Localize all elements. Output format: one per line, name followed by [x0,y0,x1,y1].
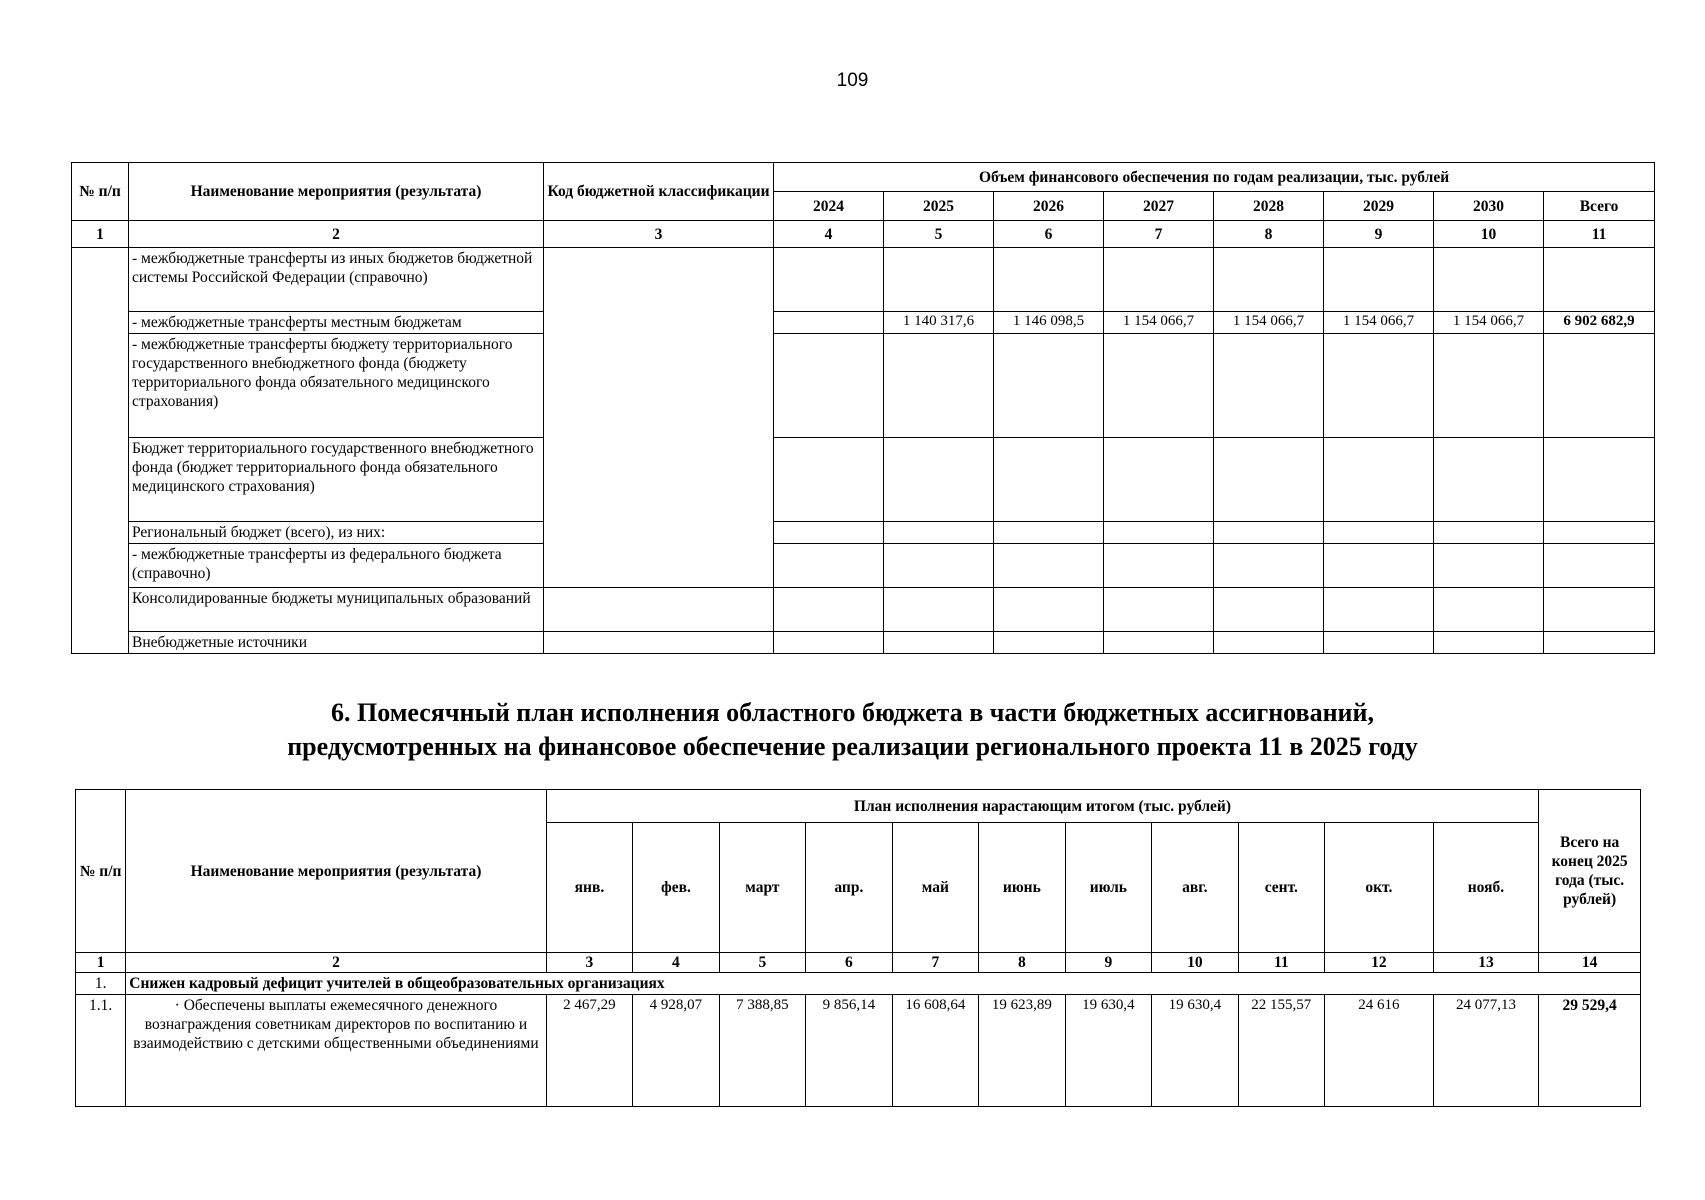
total-value: 29 529,4 [1539,995,1641,1107]
month-value: 19 630,4 [1065,995,1151,1107]
year-value: 1 146 098,5 [994,312,1104,334]
budget-code-cell [544,632,774,654]
month-header: окт. [1325,823,1434,953]
column-number: 2 [129,221,544,248]
month-value: 19 623,89 [979,995,1065,1107]
year-value [1104,544,1214,588]
row-name: Региональный бюджет (всего), из них: [129,522,544,544]
year-value [1434,248,1544,312]
month-header: сент. [1238,823,1324,953]
year-value [1324,438,1434,522]
month-header: июнь [979,823,1065,953]
year-value [994,522,1104,544]
year-value [1214,438,1324,522]
year-value [774,248,884,312]
total-value [1544,544,1655,588]
column-number: 8 [979,953,1065,973]
table-row [76,995,1641,1107]
month-header: июль [1065,823,1151,953]
month-header: май [892,823,978,953]
year-header: 2026 [994,192,1104,221]
total-value [1544,438,1655,522]
table-row [72,544,1655,588]
year-value [994,544,1104,588]
year-value [774,522,884,544]
year-value [1214,632,1324,654]
year-value [1434,438,1544,522]
year-value [1104,522,1214,544]
header-total: Всего на конец 2025 года (тыс. рублей) [1539,790,1641,953]
total-value [1544,248,1655,312]
year-value [774,632,884,654]
year-value [994,588,1104,632]
year-value [1214,544,1324,588]
header-name: Наименование мероприятия (результата) [126,790,546,953]
table-row [72,438,1655,522]
row-name: Внебюджетные источники [129,632,544,654]
total-value [1544,588,1655,632]
row-number-cell [72,248,129,654]
row-name: - межбюджетные трансферты из иных бюджетов бюджетной системы Российской Федерации (справочно) [129,248,544,312]
section-row-num: 1. [76,973,126,995]
table-row [72,522,1655,544]
year-value [1434,544,1544,588]
month-value: 16 608,64 [892,995,978,1107]
column-number: 4 [774,221,884,248]
year-value [774,312,884,334]
header-num: № п/п [76,790,126,953]
column-number: 10 [1434,221,1544,248]
column-number: 5 [719,953,805,973]
month-header: янв. [546,823,632,953]
budget-code-cell [544,588,774,632]
year-value [994,632,1104,654]
column-number: 3 [546,953,632,973]
month-header: авг. [1152,823,1238,953]
year-header: 2030 [1434,192,1544,221]
monthly-plan-table [75,789,1641,1107]
column-number: 12 [1325,953,1434,973]
year-value [1434,334,1544,438]
total-value [1544,334,1655,438]
year-value [994,248,1104,312]
year-value [884,438,994,522]
year-value [1324,544,1434,588]
header-num: № п/п [72,163,129,221]
header-code: Код бюджетной классификации [544,163,774,221]
year-value [1104,248,1214,312]
month-value: 24 616 [1325,995,1434,1107]
month-value: 7 388,85 [719,995,805,1107]
column-number: 2 [126,953,546,973]
section-heading-line2: предусмотренных на финансовое обеспечение реализации регионального проекта 11 в 2025 году [287,732,1418,761]
column-number: 10 [1152,953,1238,973]
column-number: 1 [76,953,126,973]
month-header: нояб. [1433,823,1539,953]
year-value [1324,334,1434,438]
month-header: апр. [806,823,892,953]
column-number: 11 [1544,221,1655,248]
year-value: 1 154 066,7 [1104,312,1214,334]
month-value: 9 856,14 [806,995,892,1107]
column-number: 6 [806,953,892,973]
year-value [1434,522,1544,544]
year-value [1324,248,1434,312]
year-value: 1 154 066,7 [1324,312,1434,334]
year-value [1214,522,1324,544]
section-row-name: Снижен кадровый дефицит учителей в общеобразовательных организациях [126,973,1641,995]
row-name: · Обеспечены выплаты ежемесячного денежного вознаграждения советникам директоров по воспитанию и взаимодействию с детскими общественными объединениями [126,995,546,1107]
month-value: 2 467,29 [546,995,632,1107]
total-value [1544,632,1655,654]
section-heading [0,696,1705,764]
year-value [1104,334,1214,438]
year-header: 2025 [884,192,994,221]
column-number: 7 [892,953,978,973]
table-row [72,248,1655,312]
table-row [72,588,1655,632]
column-number: 14 [1539,953,1641,973]
year-value [774,334,884,438]
year-value [1104,438,1214,522]
row-name: - межбюджетные трансферты бюджету территориального государственного внебюджетного фонда (бюджету территориального фонда обязательного медицинского страхования) [129,334,544,438]
year-value [884,588,994,632]
year-value [884,632,994,654]
year-header: 2028 [1214,192,1324,221]
header-plan: План исполнения нарастающим итогом (тыс. рублей) [546,790,1539,823]
header-name: Наименование мероприятия (результата) [129,163,544,221]
column-number: 1 [72,221,129,248]
year-value: 1 140 317,6 [884,312,994,334]
year-value [1214,248,1324,312]
year-value [1324,522,1434,544]
row-name: Консолидированные бюджеты муниципальных образований [129,588,544,632]
year-value: 1 154 066,7 [1214,312,1324,334]
year-value [884,334,994,438]
table-row [72,334,1655,438]
row-name: - межбюджетные трансферты из федерального бюджета (справочно) [129,544,544,588]
row-name: Бюджет территориального государственного внебюджетного фонда (бюджет территориального фонда обязательного медицинского страхования) [129,438,544,522]
year-value [1434,588,1544,632]
year-value [994,334,1104,438]
year-header: 2029 [1324,192,1434,221]
year-value [774,544,884,588]
year-value [994,438,1104,522]
column-number: 11 [1238,953,1324,973]
year-value [1104,588,1214,632]
column-number: 3 [544,221,774,248]
year-value [1104,632,1214,654]
financing-table [71,162,1655,654]
budget-code-cell [544,248,774,588]
year-value [1214,588,1324,632]
month-value: 19 630,4 [1152,995,1238,1107]
column-number: 4 [633,953,719,973]
column-number: 7 [1104,221,1214,248]
month-value: 22 155,57 [1238,995,1324,1107]
year-value [884,522,994,544]
page-number: 109 [836,70,869,91]
column-number: 9 [1065,953,1151,973]
total-value: 6 902 682,9 [1544,312,1655,334]
year-value [1324,632,1434,654]
column-number: 13 [1433,953,1539,973]
year-value [774,438,884,522]
year-header: Всего [1544,192,1655,221]
month-value: 4 928,07 [633,995,719,1107]
table-row [72,632,1655,654]
section-heading-line1: 6. Помесячный план исполнения областного бюджета в части бюджетных ассигнований, [330,698,1375,727]
table-row [72,312,1655,334]
column-number: 9 [1324,221,1434,248]
year-value: 1 154 066,7 [1434,312,1544,334]
year-value [1434,632,1544,654]
year-value [1214,334,1324,438]
column-number: 5 [884,221,994,248]
month-header: март [719,823,805,953]
column-number: 6 [994,221,1104,248]
total-value [1544,522,1655,544]
year-header: 2027 [1104,192,1214,221]
year-header: 2024 [774,192,884,221]
month-value: 24 077,13 [1433,995,1539,1107]
row-name: - межбюджетные трансферты местным бюджетам [129,312,544,334]
column-number: 8 [1214,221,1324,248]
year-value [774,588,884,632]
row-num: 1.1. [76,995,126,1107]
year-value [1324,588,1434,632]
header-volume: Объем финансового обеспечения по годам реализации, тыс. рублей [774,163,1655,192]
year-value [884,544,994,588]
year-value [884,248,994,312]
month-header: фев. [633,823,719,953]
